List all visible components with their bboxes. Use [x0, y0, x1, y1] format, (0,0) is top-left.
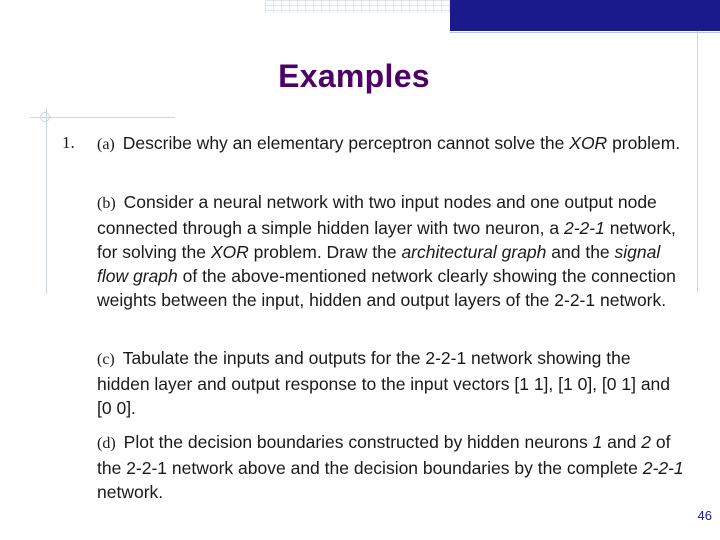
part-b-text-4: and the	[546, 242, 615, 262]
slide-title: Examples	[278, 58, 430, 94]
part-b	[97, 190, 687, 312]
header-bar-underline	[450, 32, 720, 33]
item-number: 1.	[62, 133, 75, 152]
page-number: 46	[697, 508, 712, 523]
left-vertical-rule	[46, 108, 47, 294]
decorative-grid	[265, 0, 450, 13]
part-b-label: (b)	[97, 195, 116, 212]
part-c-text-1: Tabulate the inputs and outputs for the 2-2-1 network showing the hidden layer and output response to the input vectors [1 1], [1 0], [0 1] and [0 0].	[97, 348, 671, 418]
part-b-italic-2: XOR	[210, 242, 249, 262]
part-c	[97, 346, 687, 420]
left-horizontal-rule	[30, 117, 175, 118]
part-d-text-2: and	[602, 432, 642, 452]
part-b-text-1: Consider a neural network with two input nodes and one output node connected through a simple hidden layer with two neuron, a	[97, 192, 657, 238]
part-a-text-1: Describe why an elementary perceptron cannot solve the	[122, 133, 570, 153]
part-d-italic-2: 2	[641, 432, 651, 452]
part-b-italic-4: signal flow graph	[97, 242, 661, 286]
header-bar	[450, 0, 720, 31]
part-a-label: (a)	[97, 136, 115, 153]
part-a-text-2: problem.	[607, 133, 681, 153]
part-d	[97, 430, 687, 504]
part-a	[97, 131, 687, 157]
rule-circle-ornament	[40, 112, 50, 122]
part-d-label: (d)	[97, 435, 116, 452]
part-b-italic-3: architectural graph	[401, 242, 547, 262]
part-c-label: (c)	[97, 351, 115, 368]
part-d-text-4: network.	[97, 482, 164, 502]
part-b-text-3: problem. Draw the	[248, 242, 402, 262]
part-b-text-2: network, for solving the	[97, 218, 676, 262]
part-b-text-5: of the above-mentioned network clearly showing the connection weights between the input, hidden and output layers of the 2-2-1 network.	[97, 266, 676, 310]
part-d-text-3: of the 2-2-1 network above and the decision boundaries by the complete	[97, 432, 671, 478]
part-b-italic-1: 2-2-1	[563, 218, 605, 238]
part-d-text-1: Plot the decision boundaries constructed by hidden neurons	[123, 432, 593, 452]
part-a-italic-1: XOR	[569, 133, 608, 153]
part-d-italic-3: 2-2-1	[642, 458, 684, 478]
part-d-italic-1: 1	[592, 432, 603, 452]
